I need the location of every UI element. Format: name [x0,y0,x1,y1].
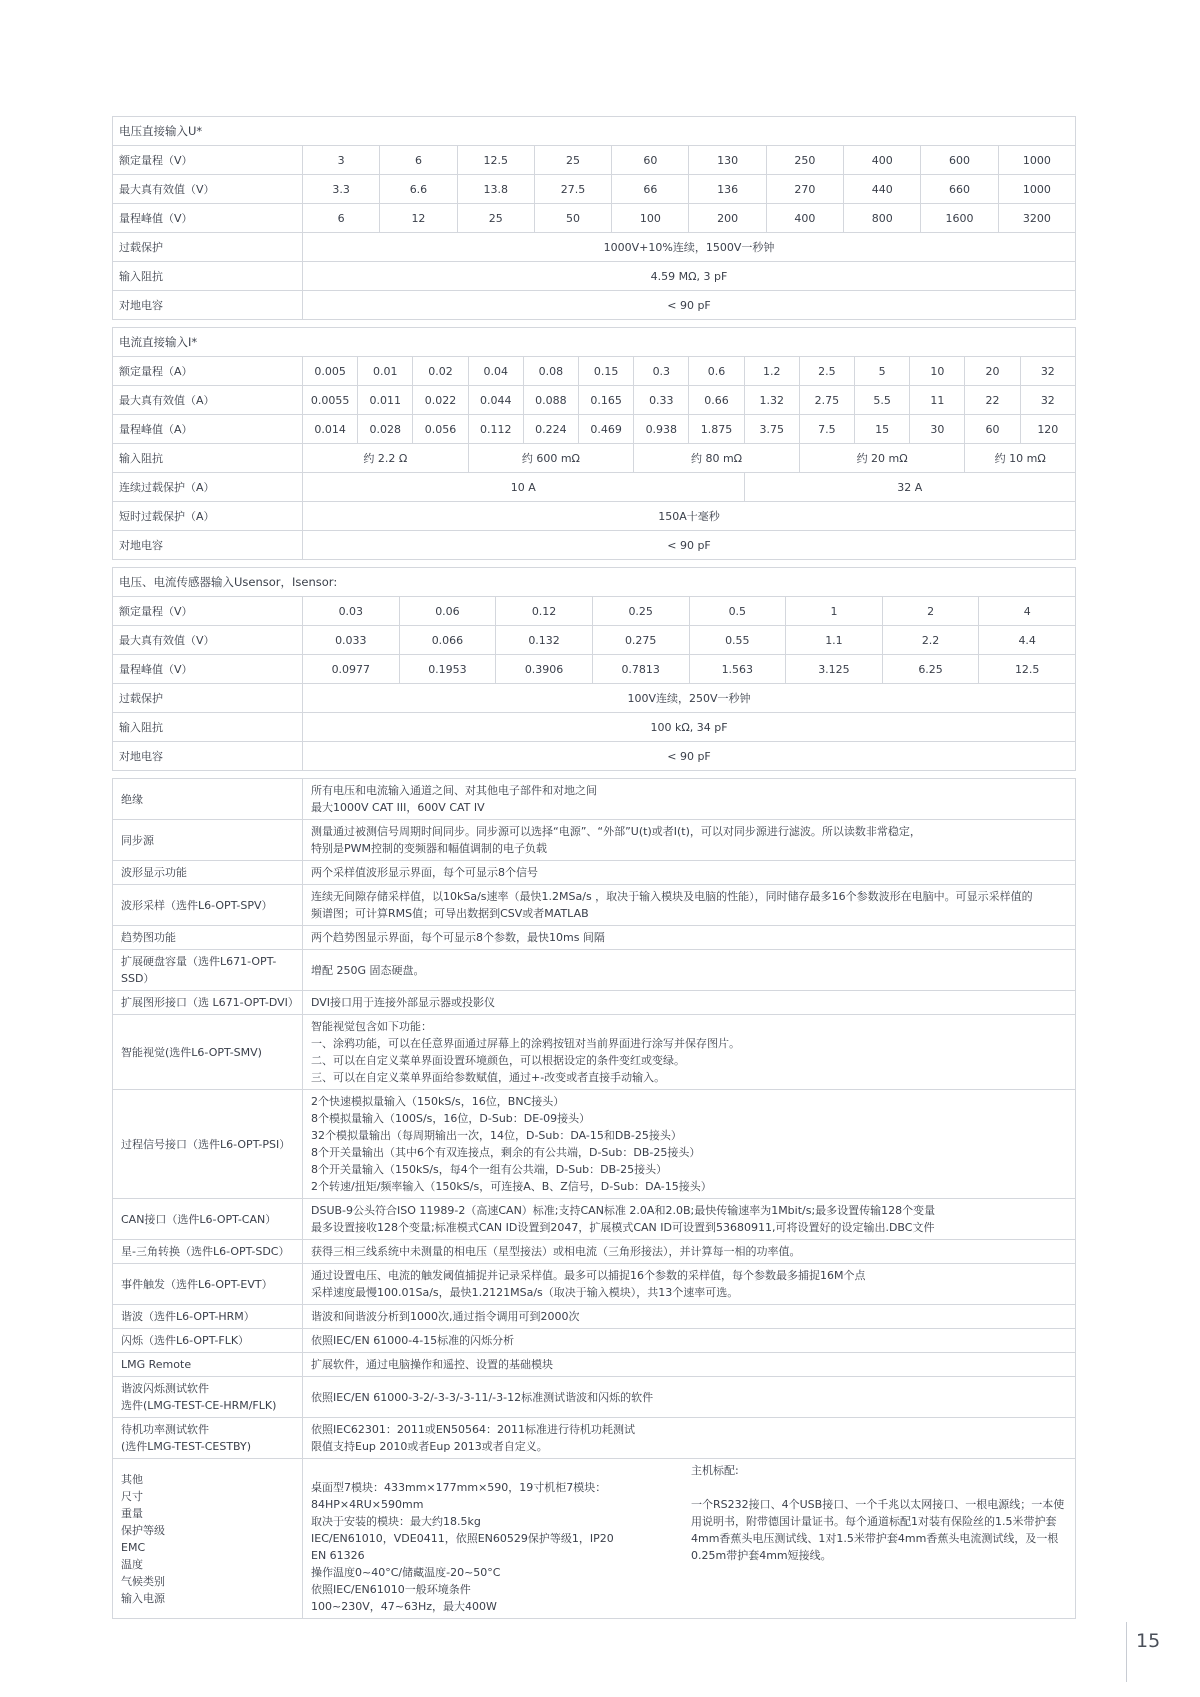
description-line: 频谱图；可计算RMS值；可导出数据到CSV或者MATLAB [311,907,589,920]
value-cell: 100 [612,204,689,233]
feature-label: CAN接口（选件L6-OPT-CAN） [113,1199,303,1240]
section-title: 电压、电流传感器输入Usensor，Isensor: [113,568,1076,597]
misc-specs [311,1462,671,1615]
feature-label: 智能视觉(选件L6-OPT-SMV) [113,1015,303,1090]
value-cell: 30 [910,415,965,444]
value-cell: 0.938 [634,415,689,444]
feature-description [303,1418,1076,1459]
misc-values [303,1459,1076,1619]
value-cell: 约 20 mΩ [799,444,965,473]
value-cell: 4.59 MΩ, 3 pF [303,262,1076,291]
feature-label: 过程信号接口（选件L6-OPT-PSI） [113,1090,303,1199]
section-title: 电压直接输入U* [113,117,1076,146]
row-label: 短时过载保护（A） [113,502,303,531]
row-label: 过载保护 [113,684,303,713]
value-cell: 440 [844,175,921,204]
value-cell: 0.014 [303,415,358,444]
value-cell: 0.275 [592,626,689,655]
table-row [113,233,1076,262]
feature-description [303,779,1076,820]
value-cell: 400 [766,204,843,233]
value-cell: 0.224 [523,415,578,444]
value-cell: 0.66 [689,386,744,415]
value-cell: 1600 [921,204,998,233]
misc-value: 100~230V，47~63Hz，最大400W [311,1600,497,1613]
value-cell: 15 [855,415,910,444]
description-line: DVI接口用于连接外部显示器或投影仪 [311,996,496,1009]
description-line: 扩展软件，通过电脑操作和遥控、设置的基础模块 [311,1358,553,1371]
description-line: 所有电压和电流输入通道之间、对其他电子部件和对地之间 [311,784,597,797]
description-line: 8个模拟量输入（100S/s，16位，D-Sub：DE-09接头） [311,1112,591,1125]
description-line: 两个趋势图显示界面，每个可显示8个参数，最快10ms 间隔 [311,931,605,944]
feature-label: 待机功率测试软件 (选件LMG-TEST-CESTBY) [113,1418,303,1459]
value-cell: 4.4 [979,626,1076,655]
row-label: 额定量程（V） [113,146,303,175]
table-row [113,415,1076,444]
value-cell: 800 [844,204,921,233]
value-cell: 0.01 [358,357,413,386]
misc-label: 重量 [121,1506,143,1520]
table-row [113,655,1076,684]
value-cell: 3200 [998,204,1075,233]
feature-label: 波形显示功能 [113,861,303,885]
spec-sheet [112,116,1076,1619]
value-cell: 5.5 [855,386,910,415]
value-cell: 0.132 [496,626,593,655]
description-line: 2个转速/扭矩/频率输入（150kS/s，可连接A、B、Z信号，D-Sub：DA-15接头） [311,1180,712,1193]
table-row [113,328,1076,357]
table-row [113,1377,1076,1418]
table-row [113,204,1076,233]
feature-description [303,1264,1076,1305]
feature-description [303,820,1076,861]
row-label: 对地电容 [113,291,303,320]
value-cell: 0.5 [689,597,786,626]
feature-description [303,950,1076,991]
description-line: 限值支持Eup 2010或者Eup 2013或者自定义。 [311,1440,548,1453]
current-input-table [112,327,1076,560]
table-row [113,1199,1076,1240]
row-label: 最大真有效值（A） [113,386,303,415]
feature-label: LMG Remote [113,1353,303,1377]
feature-description [303,1305,1076,1329]
value-cell: 0.12 [496,597,593,626]
description-line: 2个快速模拟量输入（150kS/s，16位，BNC接头） [311,1095,565,1108]
value-cell: 32 [1020,386,1075,415]
value-cell: 3.3 [303,175,380,204]
value-cell: 136 [689,175,766,204]
value-cell: 0.3906 [496,655,593,684]
table-row [113,820,1076,861]
value-cell: 0.112 [468,415,523,444]
misc-label: 尺寸 [121,1489,143,1503]
value-cell: 25 [534,146,611,175]
table-row [113,950,1076,991]
misc-columns [311,1462,1067,1615]
value-cell: 1.563 [689,655,786,684]
row-label: 额定量程（V） [113,597,303,626]
value-cell: 0.028 [358,415,413,444]
value-cell: 0.1953 [399,655,496,684]
table-row [113,861,1076,885]
misc-value: 取决于安装的模块：最大约18.5kg [311,1515,481,1528]
value-cell: 3.75 [744,415,799,444]
row-label: 量程峰值（A） [113,415,303,444]
value-cell: 660 [921,175,998,204]
page-divider [1126,1622,1127,1682]
row-label: 量程峰值（V） [113,204,303,233]
feature-label: 扩展硬盘容量（选件L671-OPT-SSD） [113,950,303,991]
description-line: 谐波和间谐波分析到1000次,通过指令调用可到2000次 [311,1310,580,1323]
table-row [113,473,1076,502]
feature-description [303,1353,1076,1377]
value-cell: 0.0055 [303,386,358,415]
table-row [113,117,1076,146]
feature-label: 事件触发（选件L6-OPT-EVT） [113,1264,303,1305]
row-label: 最大真有效值（V） [113,626,303,655]
value-cell: 6.6 [380,175,457,204]
sensor-input-table [112,567,1076,771]
value-cell: 1.32 [744,386,799,415]
value-cell: 0.0977 [303,655,400,684]
value-cell: 130 [689,146,766,175]
value-cell: 100 kΩ, 34 pF [303,713,1076,742]
value-cell: 3 [303,146,380,175]
value-cell: 0.056 [413,415,468,444]
table-row [113,444,1076,473]
feature-description [303,861,1076,885]
row-label: 输入阻抗 [113,444,303,473]
value-cell: 0.3 [634,357,689,386]
description-line: 连续无间隙存储采样值，以10kSa/s速率（最快1.2MSa/s ，取决于输入模块及电脑的性能），同时储存最多16个参数波形在电脑中。可显示采样值的 [311,890,1033,903]
misc-value: 桌面型7模块：433mm×177mm×590，19寸机柜7模块：84HP×4RU×590mm [311,1481,607,1511]
table-row [113,175,1076,204]
misc-labels [113,1459,303,1619]
table-row [113,568,1076,597]
feature-label: 谐波闪烁测试软件 选件(LMG-TEST-CE-HRM/FLK) [113,1377,303,1418]
feature-label: 闪烁（选件L6-OPT-FLK） [113,1329,303,1353]
value-cell: 3.125 [786,655,883,684]
feature-label: 谐波（选件L6-OPT-HRM） [113,1305,303,1329]
table-row [113,684,1076,713]
misc-value: EN 61326 [311,1549,365,1562]
misc-value [311,1462,671,1479]
row-label: 输入阻抗 [113,713,303,742]
value-cell: 120 [1020,415,1075,444]
value-cell: 150A十毫秒 [303,502,1076,531]
value-cell: 0.08 [523,357,578,386]
table-row [113,626,1076,655]
value-cell: < 90 pF [303,742,1076,771]
misc-label: 其他 [121,1472,143,1486]
description-line: 32个模拟量输出（每周期输出一次，14位，D-Sub：DA-15和DB-25接头） [311,1129,682,1142]
description-line: 依照IEC/EN 61000-4-15标准的闪烁分析 [311,1334,515,1347]
value-cell: 270 [766,175,843,204]
misc-label: 输入电源 [121,1591,165,1605]
description-line: 一、涂鸦功能，可以在任意界面通过屏幕上的涂鸦按钮对当前界面进行涂写并保存图片。 [311,1037,740,1050]
table-row [113,1240,1076,1264]
value-cell: 1 [786,597,883,626]
feature-description [303,885,1076,926]
value-cell: 0.03 [303,597,400,626]
value-cell: 400 [844,146,921,175]
value-cell: 32 A [744,473,1075,502]
description-line: DSUB-9公头符合ISO 11989-2（高速CAN）标准;支持CAN标准 2.0A和2.0B;最快传输速率为1Mbit/s;最多设置传输128个变量 [311,1204,936,1217]
row-label: 量程峰值（V） [113,655,303,684]
value-cell: 250 [766,146,843,175]
value-cell: 100V连续，250V一秒钟 [303,684,1076,713]
value-cell: 4 [979,597,1076,626]
description-line: 二、可以在自定义菜单界面设置环境颜色，可以根据设定的条件变红或变绿。 [311,1054,685,1067]
value-cell: 200 [689,204,766,233]
value-cell: 5 [855,357,910,386]
table-row [113,146,1076,175]
feature-label: 同步源 [113,820,303,861]
value-cell: 2.5 [799,357,854,386]
feature-label: 星-三角转换（选件L6-OPT-SDC） [113,1240,303,1264]
table-row [113,926,1076,950]
table-row [113,779,1076,820]
value-cell: 0.005 [303,357,358,386]
misc-label: 保护等级 [121,1523,165,1537]
feature-description [303,1015,1076,1090]
value-cell: 约 10 mΩ [965,444,1076,473]
feature-description [303,1329,1076,1353]
row-label: 过载保护 [113,233,303,262]
table-row [113,357,1076,386]
value-cell: 0.7813 [592,655,689,684]
value-cell: 约 2.2 Ω [303,444,469,473]
value-cell: 6.25 [882,655,979,684]
value-cell: 约 80 mΩ [634,444,800,473]
row-label: 输入阻抗 [113,262,303,291]
feature-description [303,1090,1076,1199]
table-row [113,502,1076,531]
table-row [113,531,1076,560]
value-cell: < 90 pF [303,291,1076,320]
row-label: 额定量程（A） [113,357,303,386]
table-row [113,885,1076,926]
value-cell: 12 [380,204,457,233]
value-cell: 约 600 mΩ [468,444,634,473]
value-cell: 1000V+10%连续，1500V一秒钟 [303,233,1076,262]
table-row [113,1015,1076,1090]
value-cell: 60 [612,146,689,175]
value-cell: 11 [910,386,965,415]
description-line: 采样速度最慢100.01Sa/s，最快1.2121MSa/s（取决于输入模块），共13个速率可选。 [311,1286,739,1299]
value-cell: 22 [965,386,1020,415]
description-line: 两个采样值波形显示界面，每个可显示8个信号 [311,866,538,879]
row-label: 连续过载保护（A） [113,473,303,502]
description-line: 测量通过被测信号周期时间同步。同步源可以选择“电源”、“外部”U(t)或者I(t)，可以对同步源进行滤波。所以读数非常稳定， [311,825,921,838]
value-cell: 0.15 [579,357,634,386]
value-cell: 25 [457,204,534,233]
value-cell: 0.06 [399,597,496,626]
value-cell: 0.165 [579,386,634,415]
table-row [113,386,1076,415]
feature-label: 波形采样（选件L6-OPT-SPV） [113,885,303,926]
value-cell: 12.5 [457,146,534,175]
value-cell: 7.5 [799,415,854,444]
voltage-input-table [112,116,1076,320]
row-label: 对地电容 [113,531,303,560]
value-cell: 0.02 [413,357,468,386]
value-cell: 0.033 [303,626,400,655]
feature-label: 绝缘 [113,779,303,820]
description-line: 通过设置电压、电流的触发阈值捕捉并记录采样值。最多可以捕捉16个参数的采样值，每个参数最多捕捉16M个点 [311,1269,866,1282]
value-cell: 27.5 [534,175,611,204]
accessories-text: 一个RS232接口、4个USB接口、一个千兆以太网接口、一根电源线；一本使用说明书，附带德国计量证书。每个通道标配1对装有保险丝的1.5米带护套4mm香蕉头电压测试线、1对1.5米带护套4mm香蕉头电流测试线，及一根0.25m带护套4mm短接线。 [691,1498,1065,1562]
standard-accessories [671,1462,1067,1615]
value-cell: 1.1 [786,626,883,655]
value-cell: 66 [612,175,689,204]
value-cell: 10 [910,357,965,386]
table-row [113,1329,1076,1353]
value-cell: 60 [965,415,1020,444]
value-cell: 1.875 [689,415,744,444]
value-cell: 0.044 [468,386,523,415]
feature-description [303,991,1076,1015]
table-row [113,1305,1076,1329]
table-row [113,1090,1076,1199]
feature-description [303,1240,1076,1264]
features-table [112,778,1076,1619]
value-cell: 2 [882,597,979,626]
description-line: 增配 250G 固态硬盘。 [311,963,425,977]
value-cell: 0.088 [523,386,578,415]
table-row [113,1353,1076,1377]
value-cell: 0.55 [689,626,786,655]
table-row [113,742,1076,771]
value-cell: 2.2 [882,626,979,655]
value-cell: < 90 pF [303,531,1076,560]
misc-label: EMC [121,1540,146,1554]
table-row [113,713,1076,742]
table-row [113,1264,1076,1305]
value-cell: 32 [1020,357,1075,386]
page-number: 15 [1136,1630,1161,1652]
value-cell: 50 [534,204,611,233]
value-cell: 10 A [303,473,745,502]
value-cell: 0.469 [579,415,634,444]
description-line: 依照IEC/EN 61000-3-2/-3-3/-3-11/-3-12标准测试谐波和闪烁的软件 [311,1390,654,1404]
table-row [113,291,1076,320]
description-line: 最大1000V CAT III，600V CAT IV [311,801,485,814]
misc-label: 温度 [121,1557,143,1571]
value-cell: 6 [303,204,380,233]
row-label: 对地电容 [113,742,303,771]
table-row [113,991,1076,1015]
value-cell: 0.25 [592,597,689,626]
value-cell: 12.5 [979,655,1076,684]
description-line: 最多设置接收128个变量;标准模式CAN ID设置到2047，扩展模式CAN ID可设置到53680911,可将设置好的设定输出.DBC文件 [311,1221,935,1234]
value-cell: 1000 [998,146,1075,175]
misc-label: 气候类别 [121,1574,165,1588]
feature-label: 趋势图功能 [113,926,303,950]
description-line: 8个开关量输出（其中6个有双连接点，剩余的有公共端，D-Sub：DB-25接头） [311,1146,701,1159]
table-row [113,262,1076,291]
table-row [113,1459,1076,1619]
value-cell: 0.33 [634,386,689,415]
value-cell: 0.04 [468,357,523,386]
accessories-title: 主机标配: [691,1464,739,1477]
value-cell: 13.8 [457,175,534,204]
value-cell: 6 [380,146,457,175]
feature-description [303,1199,1076,1240]
section-title: 电流直接输入I* [113,328,1076,357]
feature-label: 扩展图形接口（选 L671-OPT-DVI） [113,991,303,1015]
feature-description [303,1377,1076,1418]
value-cell: 2.75 [799,386,854,415]
value-cell: 1.2 [744,357,799,386]
value-cell: 600 [921,146,998,175]
value-cell: 0.066 [399,626,496,655]
misc-value: 依照IEC/EN61010一般环境条件 [311,1583,471,1596]
description-line: 三、可以在自定义菜单界面给参数赋值，通过+-改变或者直接手动输入。 [311,1071,666,1084]
value-cell: 20 [965,357,1020,386]
description-line: 依照IEC62301：2011或EN50564：2011标准进行待机功耗测试 [311,1423,636,1436]
row-label: 最大真有效值（V） [113,175,303,204]
table-row [113,597,1076,626]
value-cell: 0.6 [689,357,744,386]
description-line: 特别是PWM控制的变频器和幅值调制的电子负载 [311,842,547,855]
misc-value: 操作温度0~40°C/储藏温度-20~50°C [311,1566,501,1579]
table-row [113,1418,1076,1459]
value-cell: 0.022 [413,386,468,415]
description-line: 智能视觉包含如下功能： [311,1020,432,1033]
description-line: 获得三相三线系统中未测量的相电压（星型接法）或相电流（三角形接法），并计算每一相的功率值。 [311,1245,801,1258]
value-cell: 0.011 [358,386,413,415]
value-cell: 1000 [998,175,1075,204]
description-line: 8个开关量输入（150kS/s，每4个一组有公共端，D-Sub：DB-25接头） [311,1163,668,1176]
misc-value: IEC/EN61010，VDE0411，依照EN60529保护等级1，IP20 [311,1532,614,1545]
feature-description [303,926,1076,950]
